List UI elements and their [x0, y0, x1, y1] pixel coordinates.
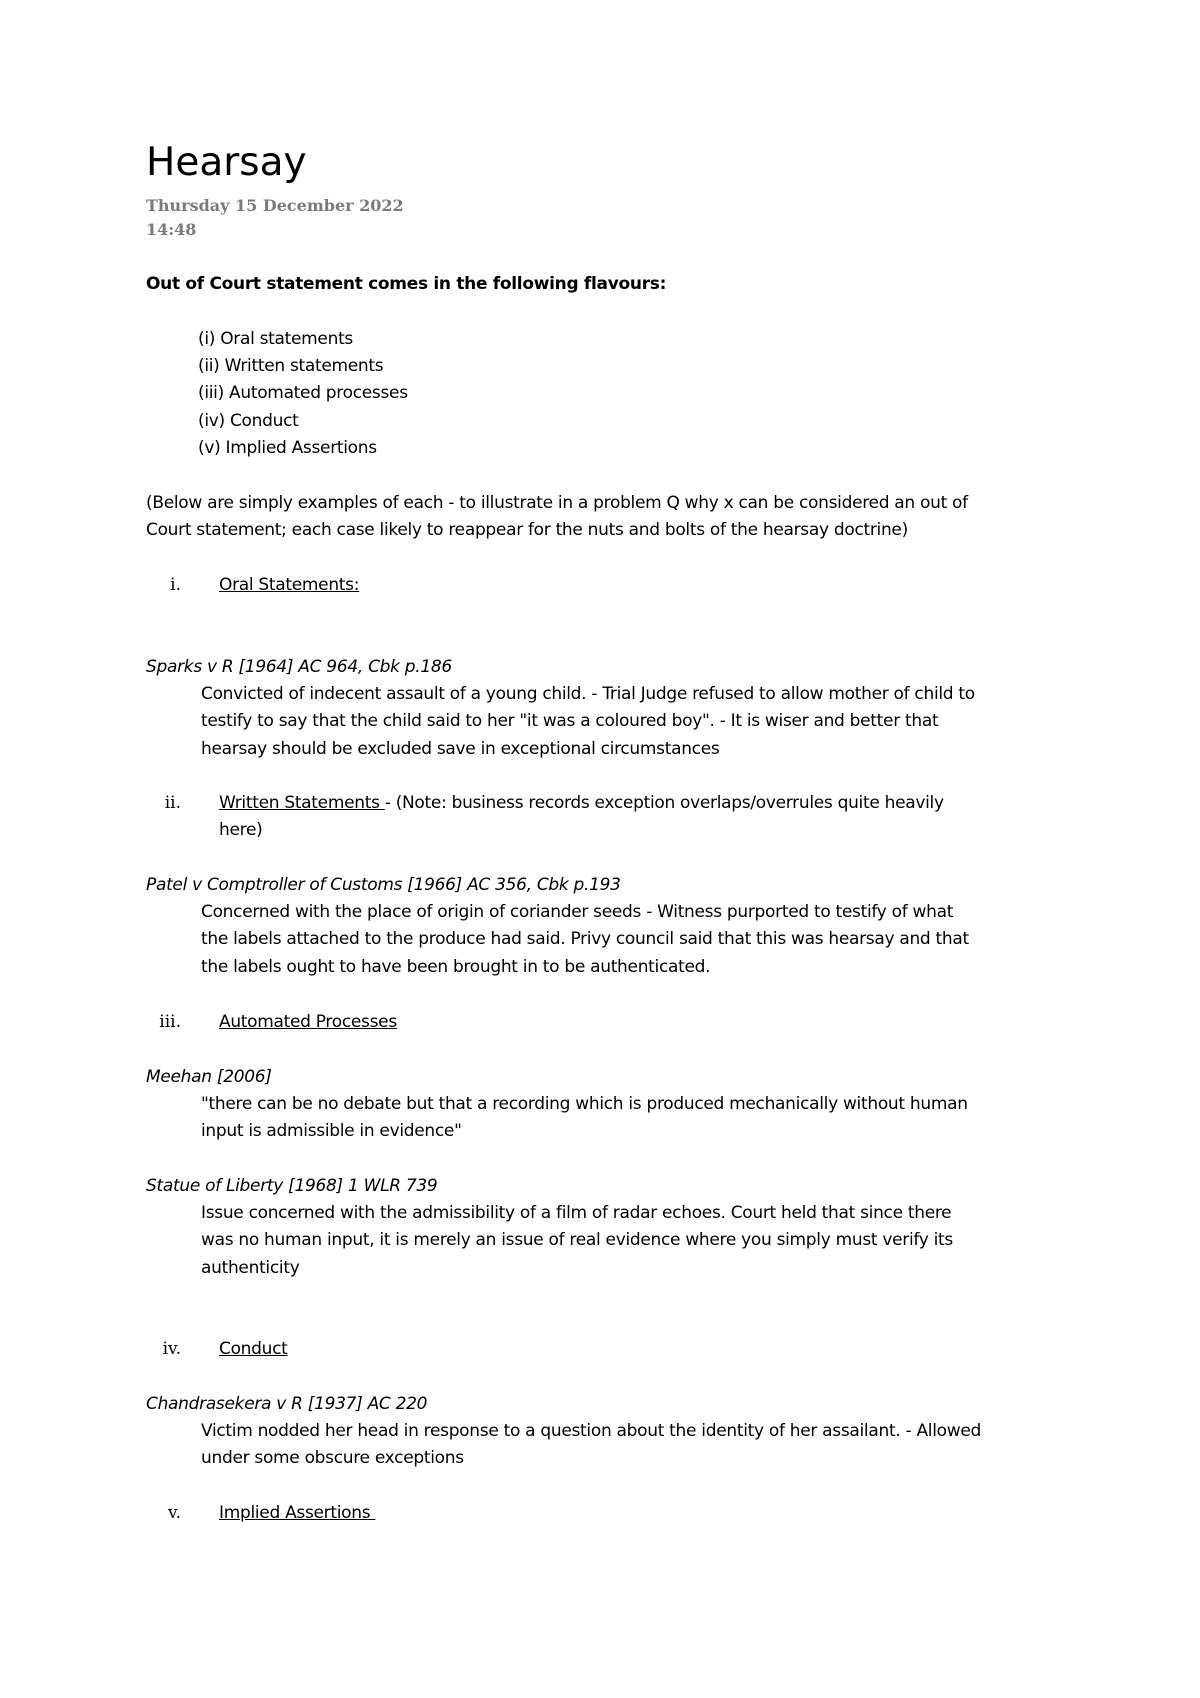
- case-text: testify to say that the child said to her "it was a coloured boy". - It is wiser and better that: [201, 711, 939, 731]
- case-text: the labels ought to have been brought in to be authenticated.: [201, 957, 711, 977]
- section-number: v.: [168, 1503, 181, 1523]
- section-number: ii.: [164, 793, 181, 813]
- page-title: Hearsay: [146, 140, 307, 185]
- case-text: the labels attached to the produce had said. Privy council said that this was hearsay and that: [201, 929, 969, 949]
- case-name-statue: Statue of Liberty [1968] 1 WLR 739: [146, 1176, 438, 1196]
- case-text: Issue concerned with the admissibility of a film of radar echoes. Court held that since there: [201, 1203, 952, 1223]
- case-text: Concerned with the place of origin of coriander seeds - Witness purported to testify of what: [201, 902, 954, 922]
- section-note: - (Note: business records exception overlaps/overrules quite heavily: [384, 793, 944, 813]
- section-note-continued: here): [219, 820, 263, 840]
- case-text: authenticity: [201, 1258, 300, 1278]
- flavour-item: (iii) Automated processes: [198, 383, 408, 403]
- flavour-item: (i) Oral statements: [198, 329, 353, 349]
- section-heading-written: [219, 792, 944, 815]
- section-heading-conduct: Conduct: [219, 1339, 288, 1359]
- case-text: "there can be no debate but that a recording which is produced mechanically without human: [201, 1094, 968, 1114]
- case-name-sparks: Sparks v R [1964] AC 964, Cbk p.186: [146, 657, 452, 677]
- case-text: was no human input, it is merely an issue of real evidence where you simply must verify its: [201, 1230, 953, 1250]
- case-text: under some obscure exceptions: [201, 1448, 464, 1468]
- note-paragraph: Court statement; each case likely to reappear for the nuts and bolts of the hearsay doctrine): [146, 520, 908, 540]
- section-number: iv.: [162, 1339, 181, 1359]
- case-text: hearsay should be excluded save in exceptional circumstances: [201, 739, 720, 759]
- case-name-patel: Patel v Comptroller of Customs [1966] AC 356, Cbk p.193: [146, 875, 621, 895]
- flavour-item: (ii) Written statements: [198, 356, 384, 376]
- case-text: input is admissible in evidence": [201, 1121, 462, 1141]
- case-name-chandrasekera: Chandrasekera v R [1937] AC 220: [146, 1394, 428, 1414]
- section-number: i.: [170, 575, 181, 595]
- case-name-meehan: Meehan [2006]: [146, 1067, 272, 1087]
- intro-heading: Out of Court statement comes in the following flavours:: [146, 274, 667, 294]
- section-heading-implied: Implied Assertions: [219, 1503, 376, 1523]
- page-date: Thursday 15 December 2022: [146, 196, 404, 215]
- note-paragraph: (Below are simply examples of each - to illustrate in a problem Q why x can be considered an out of: [146, 493, 968, 513]
- flavour-item: (iv) Conduct: [198, 411, 299, 431]
- section-heading-oral: Oral Statements:: [219, 575, 360, 595]
- section-number: iii.: [159, 1012, 181, 1032]
- page-time: 14:48: [146, 220, 197, 239]
- section-heading-written-label: Written Statements: [219, 793, 385, 813]
- case-text: Victim nodded her head in response to a question about the identity of her assailant. - Allowed: [201, 1421, 981, 1441]
- flavour-item: (v) Implied Assertions: [198, 438, 377, 458]
- section-heading-automated: Automated Processes: [219, 1012, 397, 1032]
- case-text: Convicted of indecent assault of a young child. - Trial Judge refused to allow mother of child to: [201, 684, 975, 704]
